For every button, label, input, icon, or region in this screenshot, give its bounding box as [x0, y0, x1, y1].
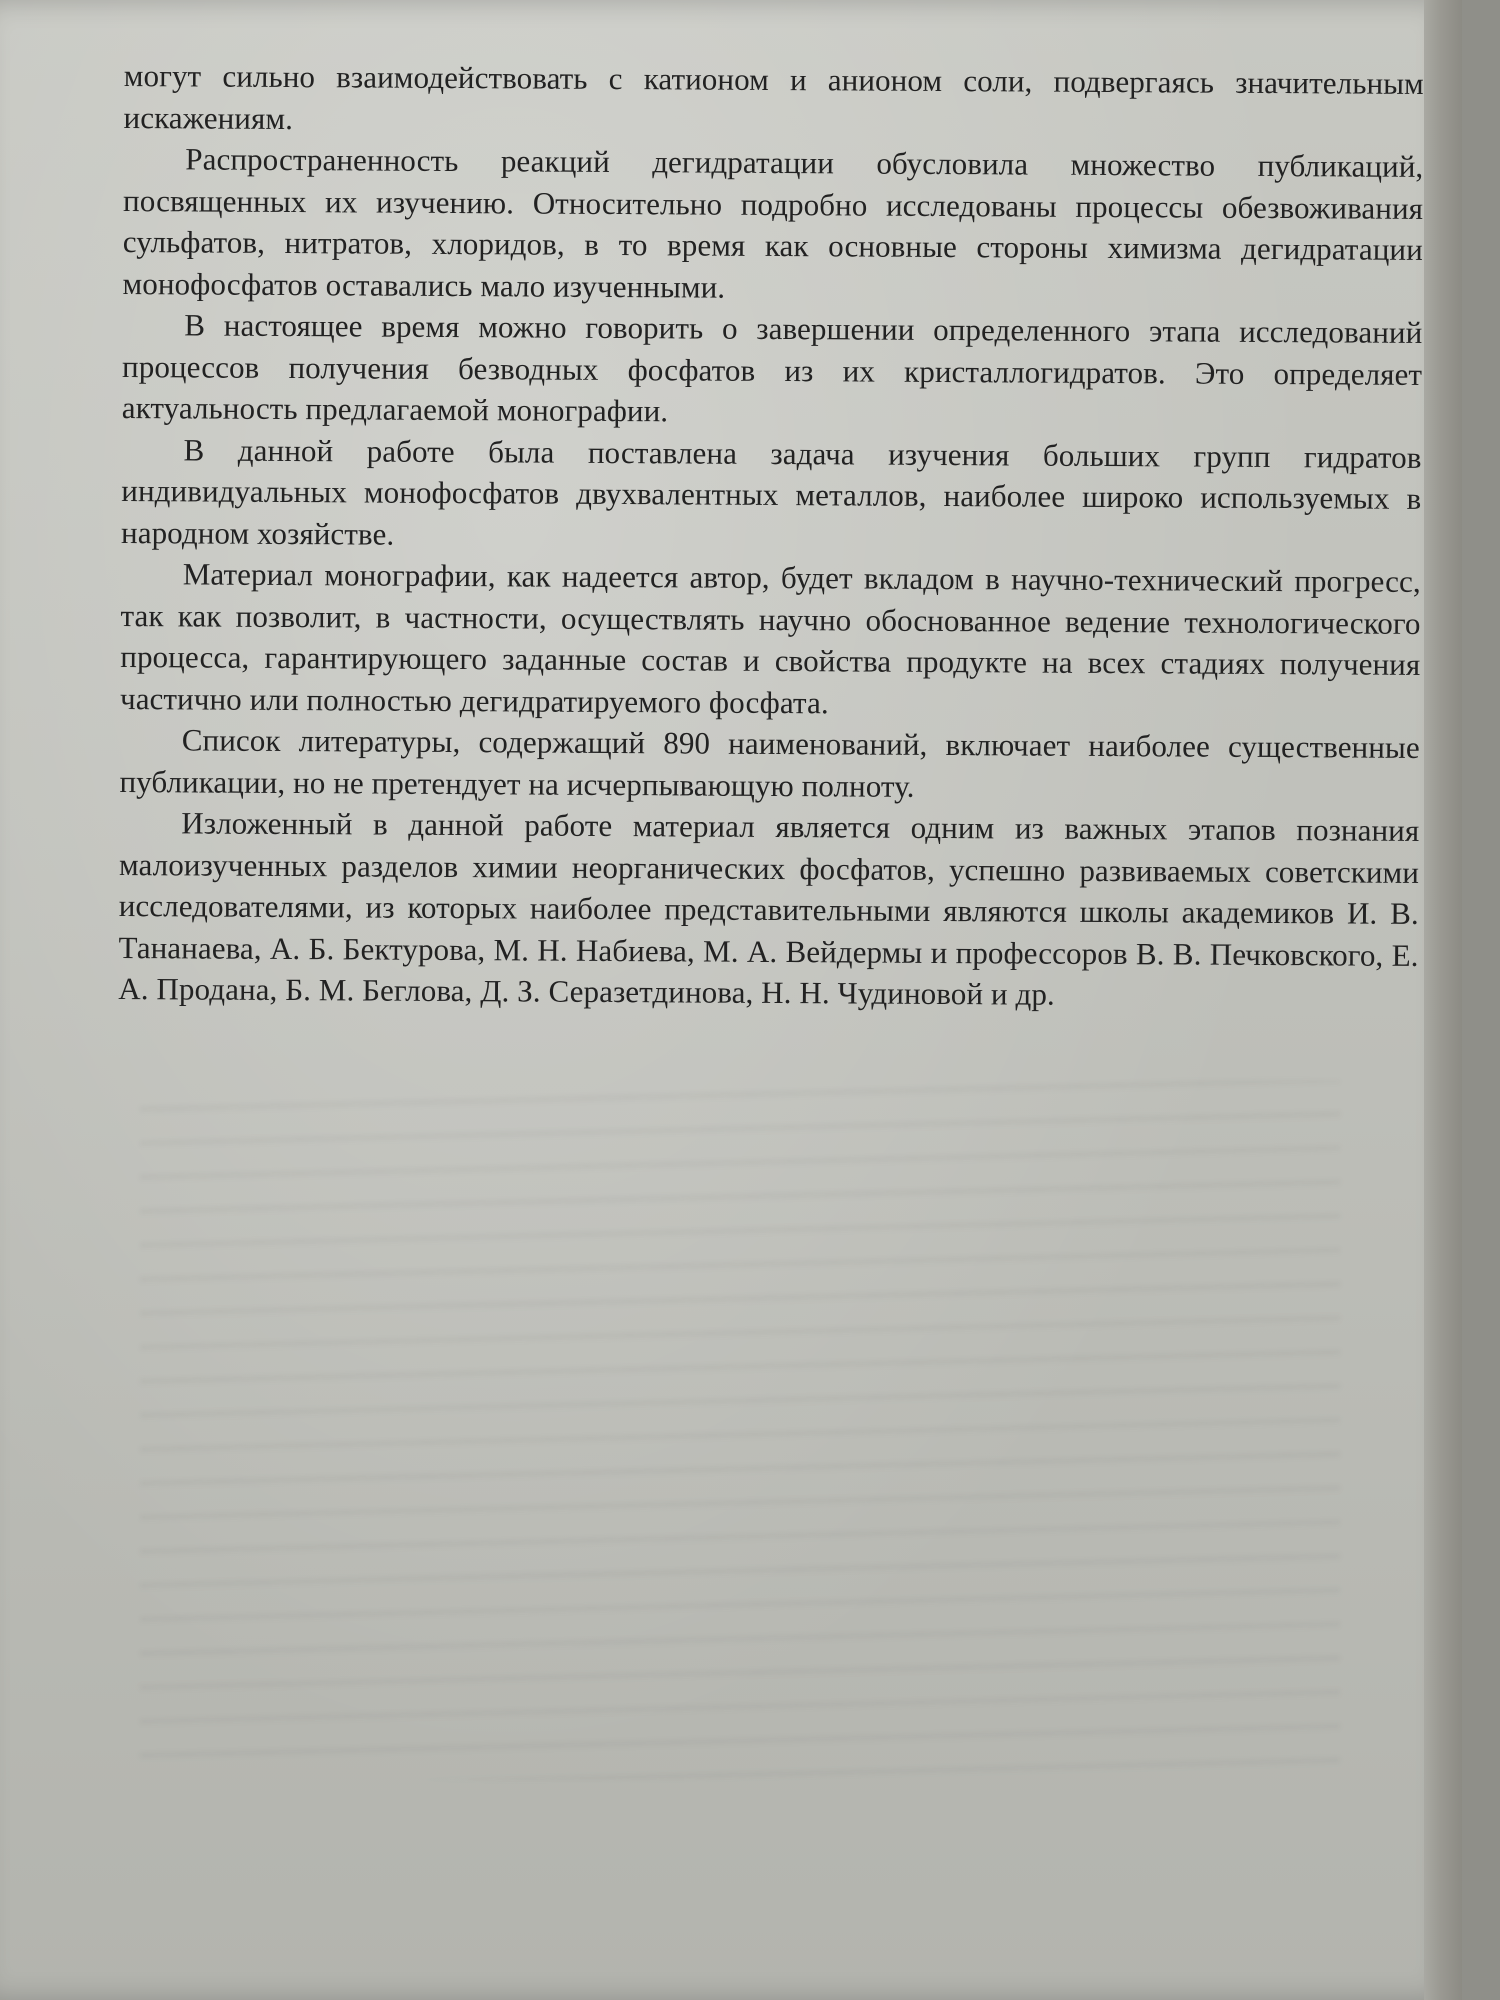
paragraph-continuation: могут сильно взаимодействовать с катионом и анионом соли, подвергаясь значительным искажениям.: [123, 57, 1424, 136]
paragraph-schools: Изложенный в данной работе материал является одним из важных этапов познания малоизученных разделов химии неорганических фосфатов, успешно развиваемых советскими исследователями, из которых наиболее представительными являются школы академиков И. В. Тананаева, А. Б. Бектурова, М. Н. Набиева, М. А. Вейдермы и профессоров В. В. Печковского, Е. А. Продана, Б. М. Беглова, Д. З. Серазетдинова, Н. Н. Чудиновой и др.: [118, 805, 1420, 1012]
page-text-block: [118, 55, 1424, 1017]
paragraph-contribution: Материал монографии, как надеется автор, будет вкладом в научно-технический прогресс, так как позволит, в частности, осуществлять научно обоснованное ведение технологического процесса, гарантирующего заданные состав и свойства продукте на всех стадиях получения частично или полностью дегидратируемого фосфата.: [119, 556, 1421, 720]
paragraph-references: Список литературы, содержащий 890 наименований, включает наиболее существенные публикации, но не претендует на исчерпывающую полноту.: [119, 722, 1420, 804]
page-edge: [1424, 0, 1462, 2000]
show-through-text: [140, 1080, 1340, 1780]
paragraph-current-stage: В настоящее время можно говорить о завершении определенного этапа исследований процессов получения безводных фосфатов из их кристаллогидратов. Это определяет актуальность предлагаемой монографии.: [121, 307, 1423, 429]
paragraph-task: В данной работе была поставлена задача изучения больших групп гидратов индивидуальных монофосфатов двухвалентных металлов, наиболее широко используемых в народном хозяйстве.: [120, 431, 1422, 552]
paragraph-dehydration-publications: Распространенность реакций дегидратации обусловила множество публикаций, посвященных их изучению. Относительно подробно исследованы процессы обезвоживания сульфатов, нитратов, хлоридов, в то время как основные стороны химизма дегидратации монофосфатов оставались мало изученными.: [122, 141, 1424, 305]
